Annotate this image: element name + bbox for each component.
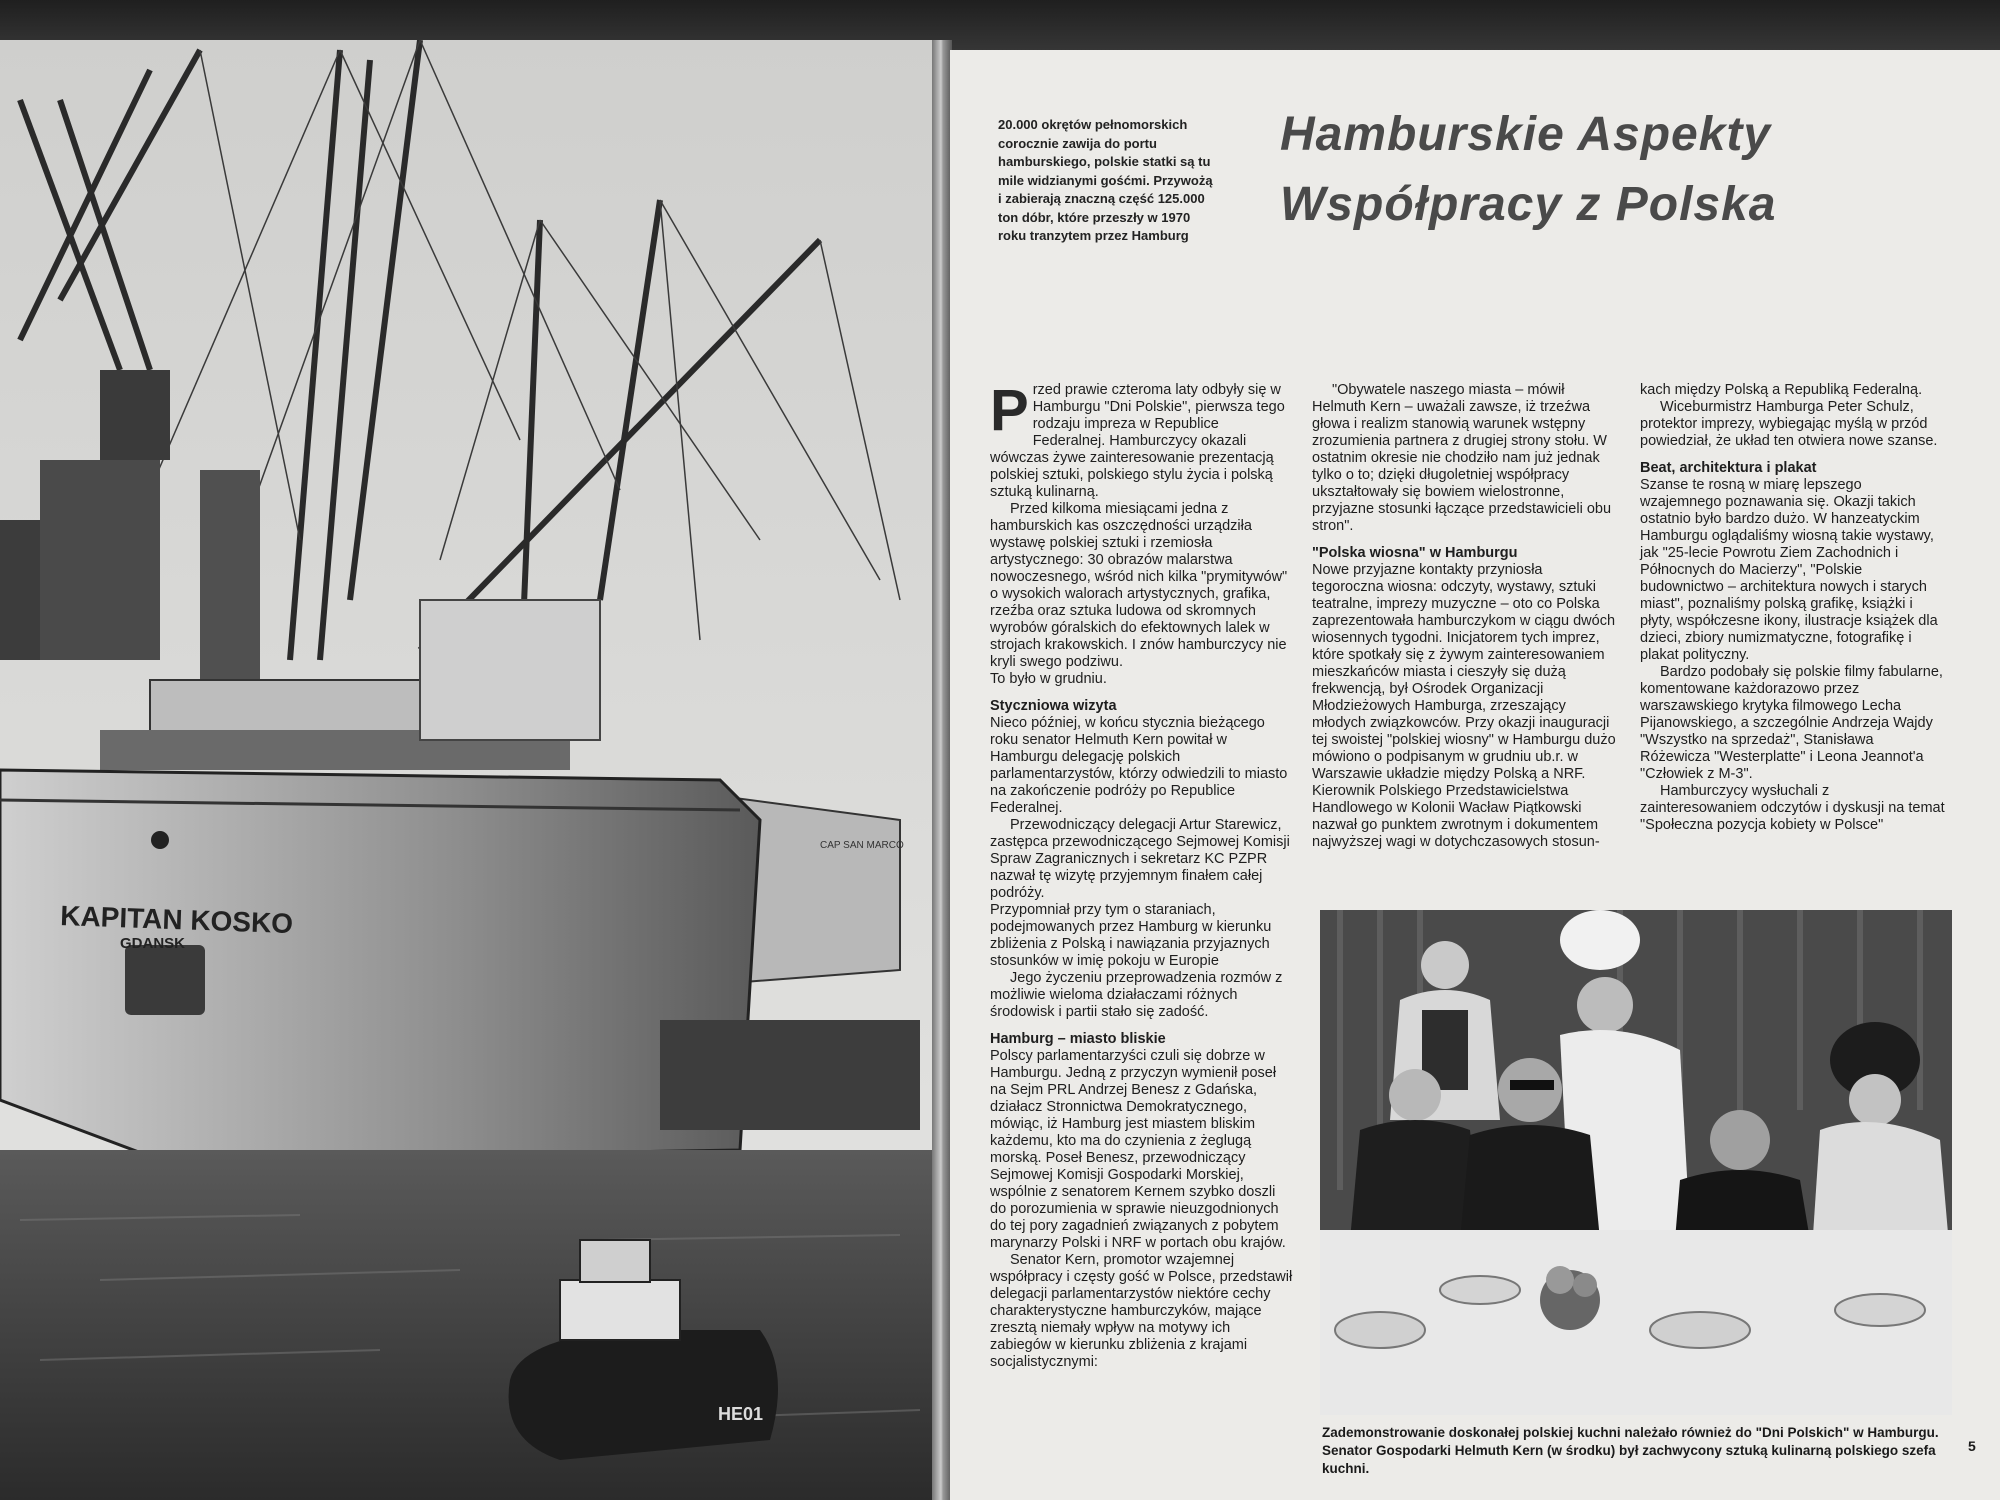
paragraph: Polscy parlamentarzyści czuli się dobrze w Hamburgu. Jedną z przyczyn wymienił poseł na Sejm PRL Andrzej Benesz z Gdańska, działacz Stronnictwa Demokratycznego, mówiąc, iż Hamburg jest miastem bliskim każdemu, kto ma do czynienia z żeglugą morską. Poseł Benesz, przewodniczący Sejmowej Komisji Gospodarki Morskiej, wspólnie z senatorem Kernem szybko doszli do porozumienia w sprawie nieuzgodnionych do tej pory zagadnień związanych z pobytem marynarzy Polski i NRF w portach obu krajów. bbox=[990, 1048, 1286, 1251]
ship-port: GDANSK bbox=[120, 935, 186, 952]
paragraph: "Obywatele naszego miasta – mówił Helmuth Kern – uważali zawsze, iż trzeźwa głowa i realizm stanowią warunek wstępny zrozumienia partnera z drugiej strony stołu. W ostatnim okresie nie chodziło nam już jednak tylko o to; dzięki długoletniej współpracy ukształtowały się bowiem wielostronne, przyjazne stosunki łączące przedstawicieli obu stron". bbox=[1312, 382, 1612, 534]
harbour-photo bbox=[0, 40, 940, 1500]
paragraph: Przewodniczący delegacji Artur Starewicz, zastępca przewodniczącego Sejmowej Komisji Spraw Zagranicznych i sekretarz KC PZPR nazwał tę wizytę przyjemnym finałem całej podróży. bbox=[990, 817, 1290, 901]
paragraph: Senator Kern, promotor wzajemnej współpracy i częsty gość w Polsce, przedstawił delegacji parlamentarzystów niektóre cechy charakterystyczne hamburczyków, mające zresztą niemały wpływ na motywy ich zabiegów w kierunku zbliżenia z krajami socjalistycznymi: bbox=[990, 1252, 1293, 1370]
text-column-1 bbox=[990, 378, 1295, 1371]
section-heading: "Polska wiosna" w Hamburgu bbox=[1312, 545, 1518, 561]
text-column-2 bbox=[1312, 382, 1617, 851]
paragraph: Nieco później, w końcu stycznia bieżącego roku senator Helmuth Kern powitał w Hamburgu delegację polskich parlamentarzystów, którzy odwiedzili to miasto na zakończenie podróży po Republice Federalnej. bbox=[990, 715, 1288, 816]
photo-caption: Zademonstrowanie doskonałej polskiej kuchni należało również do "Dni Polskich" w Hamburgu. Senator Gospodarki Helmuth Kern (w środku) był zachwycony sztuką kulinarną polskiego szefa kuchni. bbox=[1322, 1425, 1939, 1476]
paragraph: Bardzo podobały się polskie filmy fabularne, komentowane każdorazowo przez warszawskiego krytyka filmowego Lecha Pijanowskiego, a szczególnie Andrzeja Wajdy "Wszystko na sprzedaż", Stanisława Różewicza "Westerplatte" i Leona Jeannot'a "Człowiek z M-3". bbox=[1640, 664, 1943, 782]
page-number: 5 bbox=[1968, 1438, 1976, 1454]
paragraph: Przed kilkoma miesiącami jedna z hamburskich kas oszczędności urządziła wystawę polskiej sztuki i rzemiosła artystycznego: 30 obrazów malarstwa nowoczesnego, wśród nich kilka "prymitywów" o wysokich walorach artystycznych, grafika, rzeźba oraz sztuka ludowa od skromnych wyrobów góralskich do efektownych lalek w strojach krakowskich. I znów hamburczycy nie kryli swego podziwu. bbox=[990, 501, 1288, 670]
second-ship-name: CAP SAN MARCO bbox=[820, 840, 904, 851]
title-line-2: Współpracy z Polska bbox=[1280, 178, 1777, 231]
dinner-photo bbox=[1320, 910, 1952, 1415]
drop-cap: P bbox=[990, 378, 1029, 443]
paragraph: Przypomniał przy tym o staraniach, podejmowanych przez Hamburg w kierunku zbliżenia z Polską i nawiązania przyjaznych stosunków w imię pokoju w Europie bbox=[990, 902, 1272, 969]
paragraph: Szanse te rosną w miarę lepszego wzajemnego poznawania się. Okazji takich ostatnio było bardzo dużo. W hanzeatyckim Hamburgu oglądaliśmy wiosną takie wystawy, jak "25-lecie Powrotu Ziem Zachodnich i Północnych do Macierzy", "Polskie budownictwo – architektura nowych i starych miast", poznaliśmy polską grafikę, książki i płyty, współczesne ikony, ilustracje książek dla dzieci, zbiory numizmatyczne, fotografikę i plakat polityczny. bbox=[1640, 477, 1938, 663]
paragraph: To było w grudniu. bbox=[990, 671, 1107, 687]
article-page bbox=[950, 50, 2000, 1500]
tug-mark: HE01 bbox=[718, 1404, 764, 1424]
dinner-photo-image bbox=[1320, 910, 1952, 1415]
section-heading: Hamburg – miasto bliskie bbox=[990, 1031, 1166, 1047]
section-heading: Styczniowa wizyta bbox=[990, 698, 1117, 714]
harbour-photo-image bbox=[0, 40, 940, 1500]
text-column-3 bbox=[1640, 382, 1945, 834]
paragraph: rzed prawie czteroma laty odbyły się w Hamburgu "Dni Polskie", pierwsza tego rodzaju impreza w Republice Federalnej. Hamburczycy okazali wówczas żywe zainteresowanie prezentacją polskiej sztuki, polskiego stylu życia i polską sztuką kulinarną. bbox=[990, 382, 1285, 500]
ship-name: KAPITAN KOSKO bbox=[59, 900, 294, 940]
section-heading: Beat, architektura i plakat bbox=[1640, 460, 1817, 476]
paragraph: Hamburczycy wysłuchali z zainteresowaniem odczytów i dyskusji na temat "Społeczna pozycja kobiety w Polsce" bbox=[1640, 783, 1945, 833]
paragraph: kach między Polską a Republiką Federalną. bbox=[1640, 382, 1923, 398]
paragraph: Nowe przyjazne kontakty przyniosła tegoroczna wiosna: odczyty, wystawy, sztuki teatralne, imprezy muzyczne – oto co Polska zaprezentowała hamburczykom w ciągu dwóch wiosennych tygodni. Inicjatorem tych imprez, które spotkały się z żywym zainteresowaniem mieszkańców miasta i cieszyły się dużą frekwencją, był Ośrodek Organizacji Młodzieżowych Hamburga, zrzeszający młodych związkowców. Przy okazji inauguracji tej swoistej "polskiej wiosny" w Hamburgu dużo mówiono o podpisanym w grudniu ub.r. w Warszawie układzie między Polską a NRF. Kierownik Polskiego Przedstawicielstwa Handlowego w Kolonii Wacław Piątkowski nazwał go punktem zwrotnym i dokumentem najwyższej wagi w dotychczasowych stosun- bbox=[1312, 562, 1616, 850]
book-spine bbox=[932, 40, 952, 1500]
title-line-1: Hamburskie Aspekty bbox=[1280, 108, 1772, 161]
paragraph: Wiceburmistrz Hamburga Peter Schulz, protektor imprezy, wybiegając myślą w przód powiedział, że układ ten otwiera nowe szanse. bbox=[1640, 399, 1938, 449]
intro-text: 20.000 okrętów pełnomorskich corocznie zawija do portu hamburskiego, polskie statki są tu mile widzianymi gośćmi. Przywożą i zabierają znaczną część 125.000 ton dóbr, które przeszły w 1970 roku tranzytem przez Hamburg bbox=[998, 117, 1213, 243]
paragraph: Jego życzeniu przeprowadzenia rozmów z możliwie wieloma działaczami różnych środowisk i partii stało się zadość. bbox=[990, 970, 1283, 1020]
article-title bbox=[1280, 100, 2000, 240]
